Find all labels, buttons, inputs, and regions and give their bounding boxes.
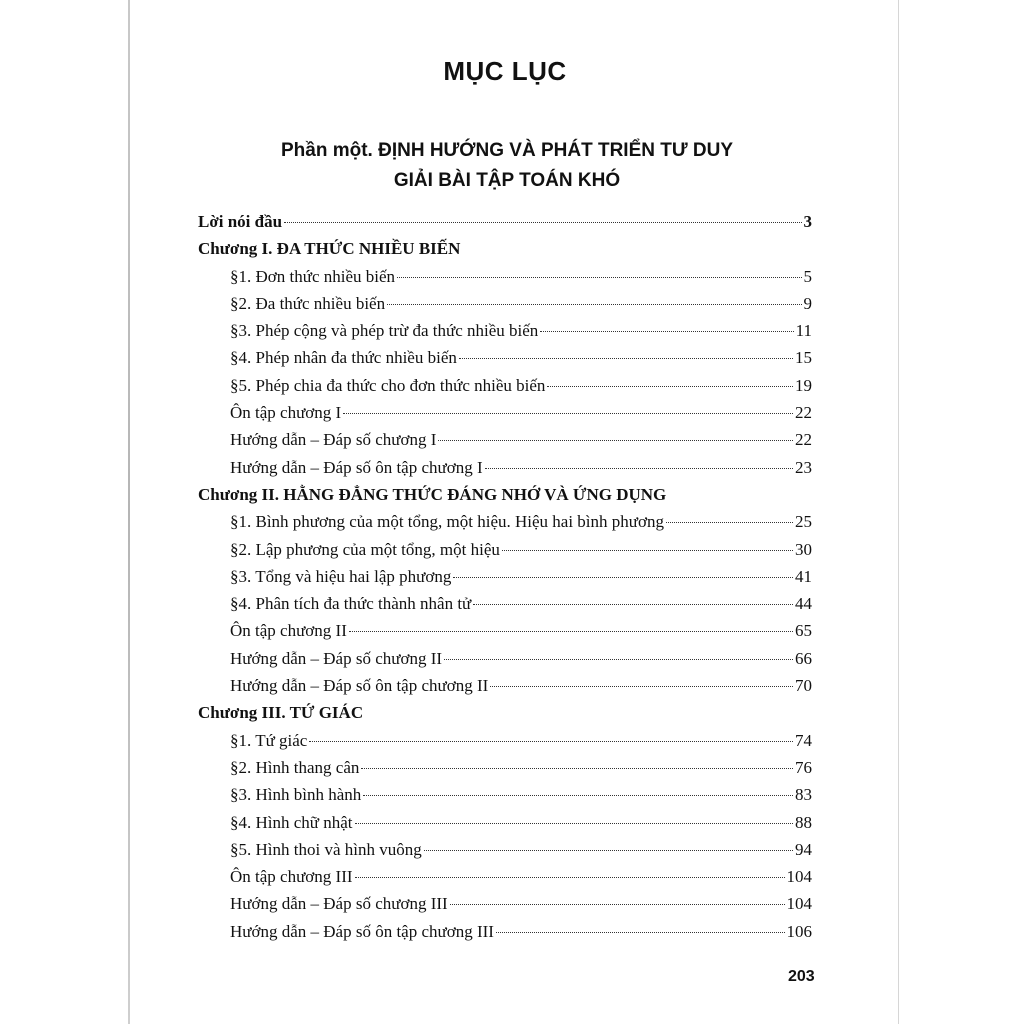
toc-entry[interactable]: [198, 317, 812, 344]
toc-entry-label: Hướng dẫn – Đáp số ôn tập chương III: [230, 921, 494, 941]
toc-entry-label: §5. Phép chia đa thức cho đơn thức nhiều biến: [230, 375, 546, 395]
toc-entry-label: §2. Lập phương của một tổng, một hiệu: [230, 539, 500, 559]
toc-entry-label: Lời nói đầu: [198, 212, 283, 231]
toc-entry-page: 104: [786, 867, 812, 887]
dot-leader: [438, 440, 793, 441]
toc-entry-page: 94: [795, 839, 812, 859]
dot-leader: [284, 222, 801, 223]
toc-entry-page: 83: [795, 785, 812, 805]
dot-leader: [485, 468, 793, 469]
toc-entry-label: §1. Đơn thức nhiều biến: [230, 266, 396, 286]
dot-leader: [309, 741, 793, 742]
chapter-heading[interactable]: Chương I. ĐA THỨC NHIỀU BIẾN: [198, 239, 461, 259]
toc-entry-label: §2. Đa thức nhiều biến: [230, 293, 386, 313]
toc-entry[interactable]: [198, 890, 812, 917]
page-title: MỤC LỤC: [443, 56, 567, 86]
toc-entry-page: 25: [795, 512, 812, 532]
toc-entry-page: 41: [795, 566, 812, 586]
toc-entry-page: 3: [803, 212, 812, 231]
dot-leader: [453, 577, 793, 578]
toc-entry[interactable]: [198, 508, 812, 535]
toc-entry-page: 66: [795, 648, 812, 668]
toc-entry-label: §3. Tổng và hiệu hai lập phương: [230, 566, 452, 586]
dot-leader: [397, 277, 801, 278]
page-number: 203: [788, 968, 815, 985]
toc-entry-label: §4. Phân tích đa thức thành nhân tử: [230, 594, 472, 614]
toc-entry[interactable]: [198, 344, 812, 371]
toc-entry[interactable]: [198, 863, 812, 890]
toc-entry-label: §3. Hình bình hành: [230, 785, 362, 805]
toc-entry-label: Hướng dẫn – Đáp số ôn tập chương I: [230, 457, 483, 477]
toc-entry-page: 70: [795, 676, 812, 696]
toc-entry[interactable]: [198, 399, 812, 426]
toc-entry-label: §4. Phép nhân đa thức nhiều biến: [230, 348, 457, 368]
dot-leader: [363, 795, 793, 796]
chapter-heading[interactable]: Chương II. HẰNG ĐẲNG THỨC ĐÁNG NHỚ VÀ ỨNG DỤNG: [198, 484, 667, 504]
dot-leader: [349, 631, 793, 632]
toc-entry-label: §1. Bình phương của một tổng, một hiệu. Hiệu hai bình phương: [230, 512, 664, 532]
toc-entry[interactable]: [198, 836, 812, 863]
toc-entry-page: 106: [786, 921, 812, 941]
toc-entry[interactable]: [198, 672, 812, 699]
table-of-contents: [198, 208, 812, 945]
toc-entry-page: 30: [795, 539, 812, 559]
toc-entry-label: Hướng dẫn – Đáp số chương I: [230, 430, 437, 450]
dot-leader: [450, 904, 785, 905]
toc-entry[interactable]: [198, 617, 812, 644]
toc-entry-label: Ôn tập chương III: [230, 867, 353, 887]
toc-entry-page: 76: [795, 757, 812, 777]
toc-entry-label: §5. Hình thoi và hình vuông: [230, 839, 422, 859]
dot-leader: [547, 386, 793, 387]
toc-entry-page: 65: [795, 621, 812, 641]
toc-entry-page: 11: [795, 321, 812, 341]
toc-entry-label: §1. Tứ giác: [230, 730, 308, 750]
toc-entry-page: 88: [795, 812, 812, 832]
toc-entry[interactable]: [198, 590, 812, 617]
dot-leader: [355, 823, 793, 824]
toc-entry-label: Hướng dẫn – Đáp số chương II: [230, 648, 443, 668]
toc-entry[interactable]: [198, 454, 812, 481]
toc-entry-label: Hướng dẫn – Đáp số ôn tập chương II: [230, 676, 489, 696]
toc-entry-page: 23: [795, 457, 812, 477]
part-title-line-1: Phần một. ĐỊNH HƯỚNG VÀ PHÁT TRIỂN TƯ DUY: [280, 140, 734, 161]
toc-entry-page: 5: [803, 266, 812, 286]
toc-entry-label: §3. Phép cộng và phép trừ đa thức nhiều biến: [230, 321, 539, 341]
toc-entry-label: Hướng dẫn – Đáp số chương III: [230, 894, 448, 914]
toc-entry-page: 104: [786, 894, 812, 914]
chapter-list: [198, 235, 812, 945]
toc-entry-page: 19: [795, 375, 812, 395]
dot-leader: [444, 659, 793, 660]
toc-entry[interactable]: [198, 727, 812, 754]
toc-entry-label: Ôn tập chương II: [230, 621, 347, 641]
toc-entry[interactable]: [198, 563, 812, 590]
toc-entry[interactable]: [198, 918, 812, 945]
toc-entry-label: §4. Hình chữ nhật: [230, 812, 353, 832]
dot-leader: [496, 932, 785, 933]
toc-entry[interactable]: [198, 426, 812, 453]
toc-entry[interactable]: [198, 645, 812, 672]
toc-entry[interactable]: [198, 263, 812, 290]
toc-entry-page: 22: [795, 430, 812, 450]
toc-entry-page: 15: [795, 348, 812, 368]
toc-entry[interactable]: [198, 290, 812, 317]
dot-leader: [459, 358, 793, 359]
toc-entry[interactable]: [198, 372, 812, 399]
dot-leader: [490, 686, 793, 687]
dot-leader: [355, 877, 785, 878]
dot-leader: [666, 522, 793, 523]
dot-leader: [502, 550, 793, 551]
part-title-line-2: GIẢI BÀI TẬP TOÁN KHÓ: [393, 170, 621, 191]
toc-entry-label: §2. Hình thang cân: [230, 757, 360, 777]
dot-leader: [473, 604, 793, 605]
toc-entry-page: 22: [795, 403, 812, 423]
toc-entry-preface[interactable]: [198, 208, 812, 235]
toc-entry[interactable]: [198, 754, 812, 781]
dot-leader: [387, 304, 801, 305]
toc-entry[interactable]: [198, 781, 812, 808]
part-title: [0, 136, 1014, 196]
toc-entry[interactable]: [198, 809, 812, 836]
dot-leader: [343, 413, 793, 414]
toc-entry-page: 44: [795, 594, 812, 614]
chapter-heading[interactable]: Chương III. TỨ GIÁC: [198, 703, 364, 723]
dot-leader: [540, 331, 793, 332]
toc-entry-label: Ôn tập chương I: [230, 403, 342, 423]
toc-entry-page: 9: [803, 293, 812, 313]
toc-entry[interactable]: [198, 536, 812, 563]
toc-entry-page: 74: [795, 730, 812, 750]
dot-leader: [361, 768, 793, 769]
dot-leader: [424, 850, 793, 851]
